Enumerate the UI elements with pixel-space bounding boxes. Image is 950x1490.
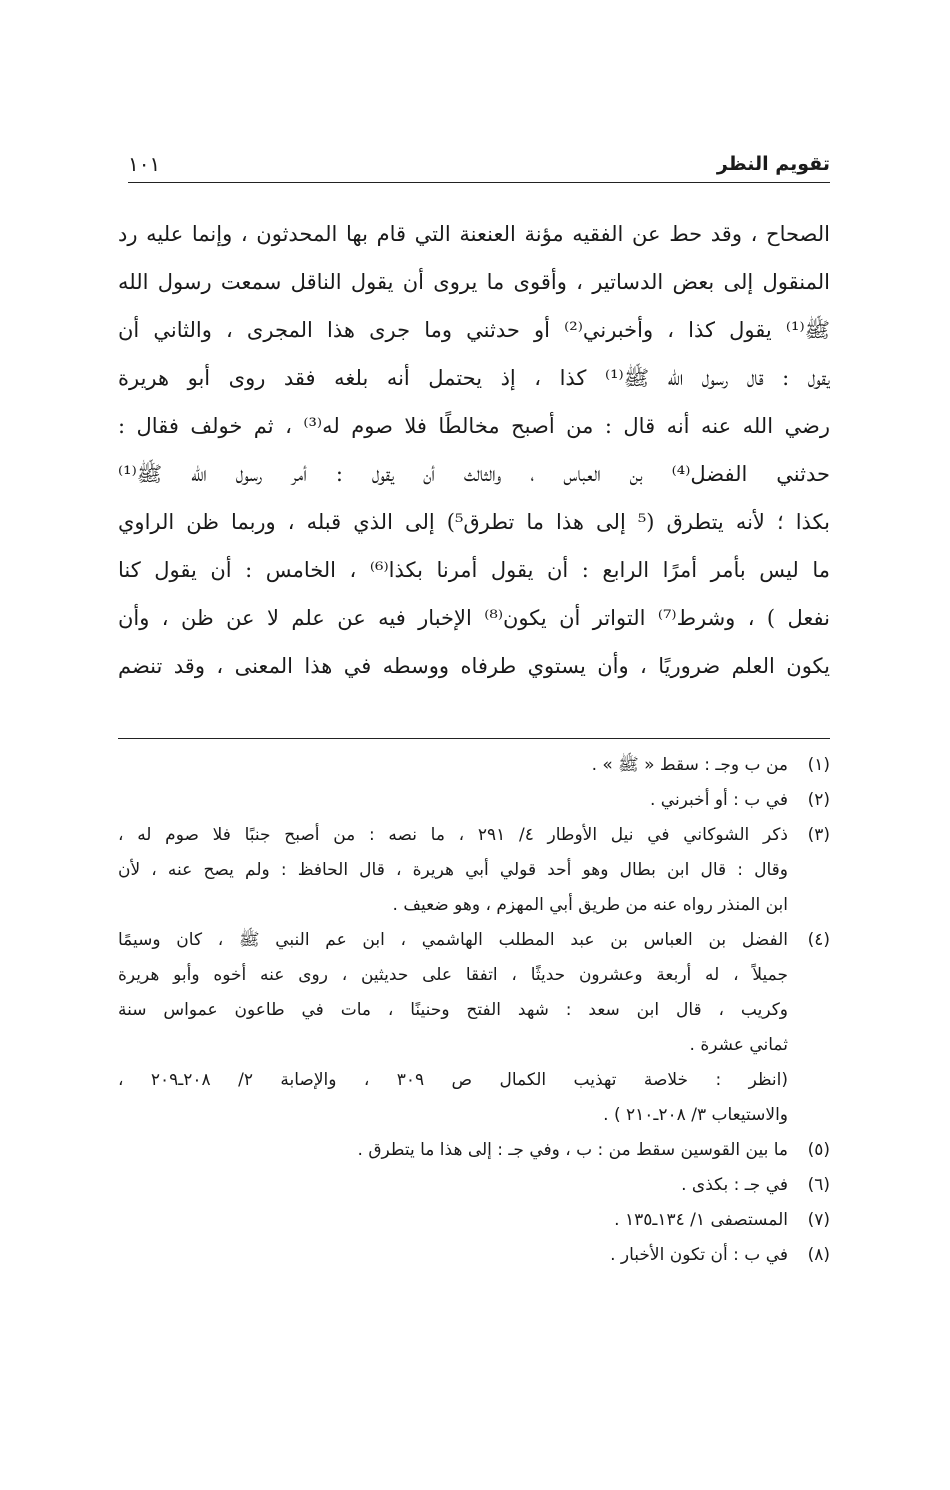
footnote-number: (٨) bbox=[807, 1245, 830, 1265]
header-rule bbox=[128, 182, 830, 183]
footnote-line: ذكر الشوكاني في نيل الأوطار ٤/ ٢٩١ ، ما نصه : من أصبح جنبًا فلا صوم له ، bbox=[118, 825, 788, 845]
footnote-1 bbox=[118, 748, 830, 783]
footnote-line: ما بين القوسين سقط من : ب ، وفي جـ : إلى هذا ما يتطرق . bbox=[357, 1140, 788, 1160]
text-line: يكون العلم ضروريًا ، وأن يستوي طرفاه ووسطه في هذا المعنى ، وقد تنضم bbox=[118, 654, 830, 678]
footnote-number: (٦) bbox=[807, 1175, 830, 1195]
footnote-3 bbox=[118, 818, 830, 923]
footnote-number: (٤) bbox=[807, 930, 830, 950]
footnote-line: في ب : أن تكون الأخبار . bbox=[610, 1245, 788, 1265]
text-line: بكذا ؛ لأنه يتطرق (⁵ إلى هذا ما تطرق⁵) إلى الذي قبله ، وربما ظن الراوي bbox=[118, 510, 830, 534]
footnote-line: المستصفى ١/ ١٣٤ـ١٣٥ . bbox=[614, 1210, 788, 1230]
footnote-line: الفضل بن العباس بن عبد المطلب الهاشمي ، ابن عم النبي ﷺ ، كان وسيمًا bbox=[118, 930, 788, 950]
footnote-6 bbox=[118, 1168, 830, 1203]
footnote-line: والاستيعاب ٣/ ٢٠٨ـ٢١٠ ) . bbox=[603, 1105, 788, 1125]
footnote-8 bbox=[118, 1238, 830, 1273]
page-header bbox=[128, 150, 830, 180]
footnote-number: (٢) bbox=[807, 790, 830, 810]
text-line: رضي الله عنه أنه قال : من أصبح مخالطًا فلا صوم له⁽³⁾ ، ثم خولف فقال : bbox=[118, 414, 830, 438]
footnote-line: وكريب ، قال ابن سعد : شهد الفتح وحنينًا ، مات في طاعون عمواس سنة bbox=[118, 1000, 788, 1020]
text-line: المنقول إلى بعض الدساتير ، وأقوى ما يروى أن يقول الناقل سمعت رسول الله bbox=[118, 270, 830, 294]
text-line: ﷺ⁽¹⁾ يقول كذا ، وأخبرني⁽²⁾ أو حدثني وما جرى هذا المجرى ، والثاني أن bbox=[118, 318, 830, 342]
footnote-7 bbox=[118, 1203, 830, 1238]
main-text bbox=[118, 210, 830, 690]
footnote-number: (٥) bbox=[807, 1140, 830, 1160]
footnote-line: من ب وجـ : سقط « ﷺ » . bbox=[591, 755, 788, 775]
text-line: ما ليس بأمر أمرًا الرابع : أن يقول أمرنا بكذا⁽⁶⁾ ، الخامس : أن يقول كنا bbox=[118, 558, 830, 582]
footnote-line: جميلاً ، له أربعة وعشرون حديثًا ، اتفقا على حديثين ، روى عنه أخوه وأبو هريرة bbox=[118, 965, 788, 985]
footnote-2 bbox=[118, 783, 830, 818]
text-line: يقول : قال رسول الله ﷺ⁽¹⁾ كذا ، إذ يحتمل أنه بلغه فقد روى أبو هريرة bbox=[118, 366, 830, 390]
footnote-number: (٣) bbox=[807, 825, 830, 845]
text-line: الصحاح ، وقد حط عن الفقيه مؤنة العنعنة التي قام بها المحدثون ، وإنما عليه رد bbox=[118, 222, 830, 246]
footnote-line: (انظر : خلاصة تهذيب الكمال ص ٣٠٩ ، والإصابة ٢/ ٢٠٨ـ٢٠٩ ، bbox=[118, 1070, 788, 1090]
footnote-line: ابن المنذر رواه عنه من طريق أبي المهزم ، وهو ضعيف . bbox=[392, 895, 788, 915]
footnote-line: في ب : أو أخبرني . bbox=[649, 790, 788, 810]
footnote-5 bbox=[118, 1133, 830, 1168]
text-line: نفعل ) ، وشرط⁽⁷⁾ التواتر أن يكون⁽⁸⁾ الإخبار فيه عن علم لا عن ظن ، وأن bbox=[118, 606, 830, 630]
footnote-line: في جـ : بكذى . bbox=[681, 1175, 788, 1195]
footnote-number: (١) bbox=[807, 755, 830, 775]
footnote-rule bbox=[118, 738, 830, 739]
footnotes bbox=[118, 748, 830, 1273]
footnote-number: (٧) bbox=[807, 1210, 830, 1230]
text-line: حدثني الفضل⁽⁴⁾ بن العباس ، والثالث أن يقول : أمر رسول الله ﷺ⁽¹⁾ bbox=[118, 462, 830, 486]
footnote-line: وقال : قال ابن بطال وهو أحد قولي أبي هريرة ، قال الحافظ : ولم يصح عنه ، لأن bbox=[118, 860, 788, 880]
footnote-4 bbox=[118, 923, 830, 1133]
footnote-line: ثماني عشرة . bbox=[689, 1035, 788, 1055]
page-number: ١٠١ bbox=[128, 152, 161, 176]
running-title: تقويم النظر bbox=[716, 153, 830, 175]
